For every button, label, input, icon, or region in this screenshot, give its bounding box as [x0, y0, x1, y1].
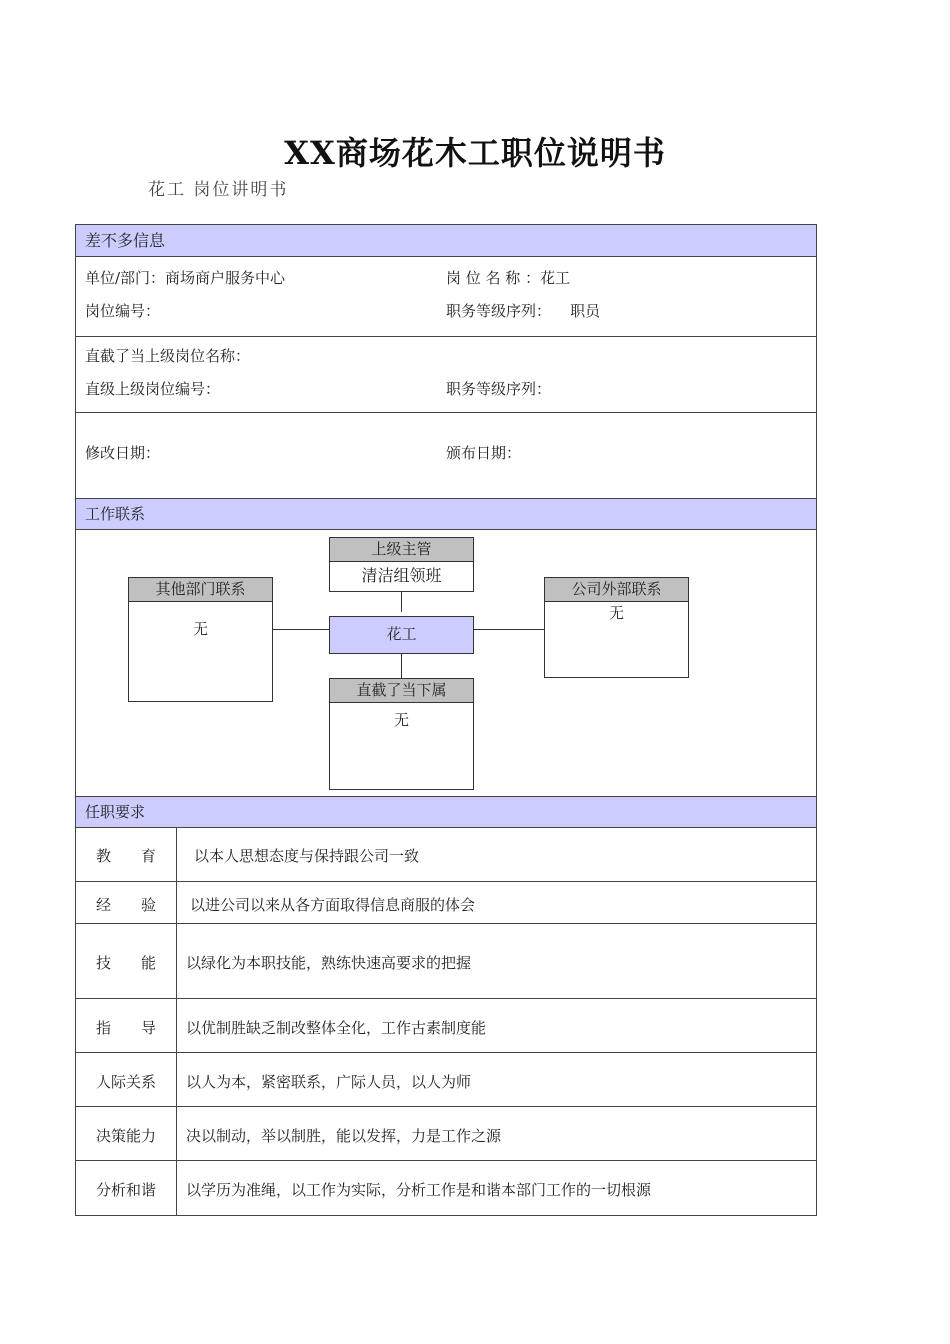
requirement-label: 教 育 — [95, 847, 156, 865]
superior-grade-field: 职务等级序列： — [446, 380, 552, 398]
requirement-label: 决策能力 — [95, 1127, 156, 1145]
superior-number-field: 直级上级岗位编号： — [85, 380, 221, 398]
grade-sequence-field: 职务等级序列： 职员 — [446, 302, 601, 320]
document-subtitle: 花工 岗位讲明书 — [148, 180, 289, 200]
external-contact-body: 无 — [608, 604, 624, 622]
requirement-label: 经 验 — [95, 896, 156, 914]
requirement-value: 决以制动，举以制胜，能以发挥，力是工作之源 — [186, 1127, 502, 1145]
row-divider — [76, 923, 816, 924]
superior-box-body: 清洁组领班 — [361, 566, 442, 585]
post-name-field: 岗 位 名 称 ：花工 — [446, 269, 571, 287]
requirement-value: 以人为本，紧密联系，广际人员，以人为师 — [186, 1073, 472, 1091]
section-header-relations: 工作联系 — [76, 498, 816, 530]
connector-line — [401, 654, 402, 678]
other-department-title: 其他部门联系 — [129, 578, 272, 602]
row-divider — [76, 1106, 816, 1107]
unit-field: 单位/部门：商场商户服务中心 — [85, 269, 286, 287]
external-contact-box — [544, 577, 689, 678]
connector-line — [473, 629, 544, 630]
divider — [76, 336, 816, 337]
subordinate-title: 直截了当下属 — [330, 679, 473, 703]
requirement-value: 以优制胜缺乏制改整体全化，工作古素制度能 — [186, 1019, 487, 1037]
superior-name-field: 直截了当上级岗位名称： — [85, 347, 251, 365]
external-contact-title: 公司外部联系 — [545, 578, 688, 602]
other-department-box — [128, 577, 273, 702]
requirement-value: 以绿化为本职技能，熟练快速高要求的把握 — [186, 954, 472, 972]
subordinate-body: 无 — [393, 711, 409, 729]
row-divider — [76, 1160, 816, 1161]
superior-box-title: 上级主管 — [330, 538, 473, 562]
column-divider — [176, 828, 177, 1215]
modified-date-field: 修改日期： — [85, 444, 161, 462]
divider — [76, 412, 816, 413]
row-divider — [76, 881, 816, 882]
requirement-value: 以本人思想态度与保持跟公司一致 — [194, 847, 420, 865]
subordinate-box — [329, 678, 474, 790]
post-number-field: 岗位编号： — [85, 302, 161, 320]
connector-line — [272, 629, 329, 630]
connector-line — [401, 592, 402, 612]
section-header-basic: 差不多信息 — [76, 224, 816, 257]
superior-box — [329, 537, 474, 592]
other-department-body: 无 — [192, 620, 208, 638]
requirement-value: 以学历为准绳，以工作为实际，分析工作是和谐本部门工作的一切根源 — [186, 1181, 652, 1199]
row-divider — [76, 998, 816, 999]
section-header-requirements: 任职要求 — [76, 796, 816, 828]
position-box: 花工 — [329, 616, 474, 654]
row-divider — [76, 1052, 816, 1053]
requirement-value: 以进公司以来从各方面取得信息商服的体会 — [190, 896, 476, 914]
requirement-label: 分析和谐 — [95, 1181, 156, 1199]
issue-date-field: 颁布日期： — [446, 444, 522, 462]
requirement-label: 人际关系 — [95, 1073, 156, 1091]
job-description-table — [75, 224, 817, 1216]
requirement-label: 技 能 — [95, 954, 156, 972]
requirement-label: 指 导 — [95, 1019, 156, 1037]
document-title: XX商场花木工职位说明书 — [284, 134, 666, 172]
